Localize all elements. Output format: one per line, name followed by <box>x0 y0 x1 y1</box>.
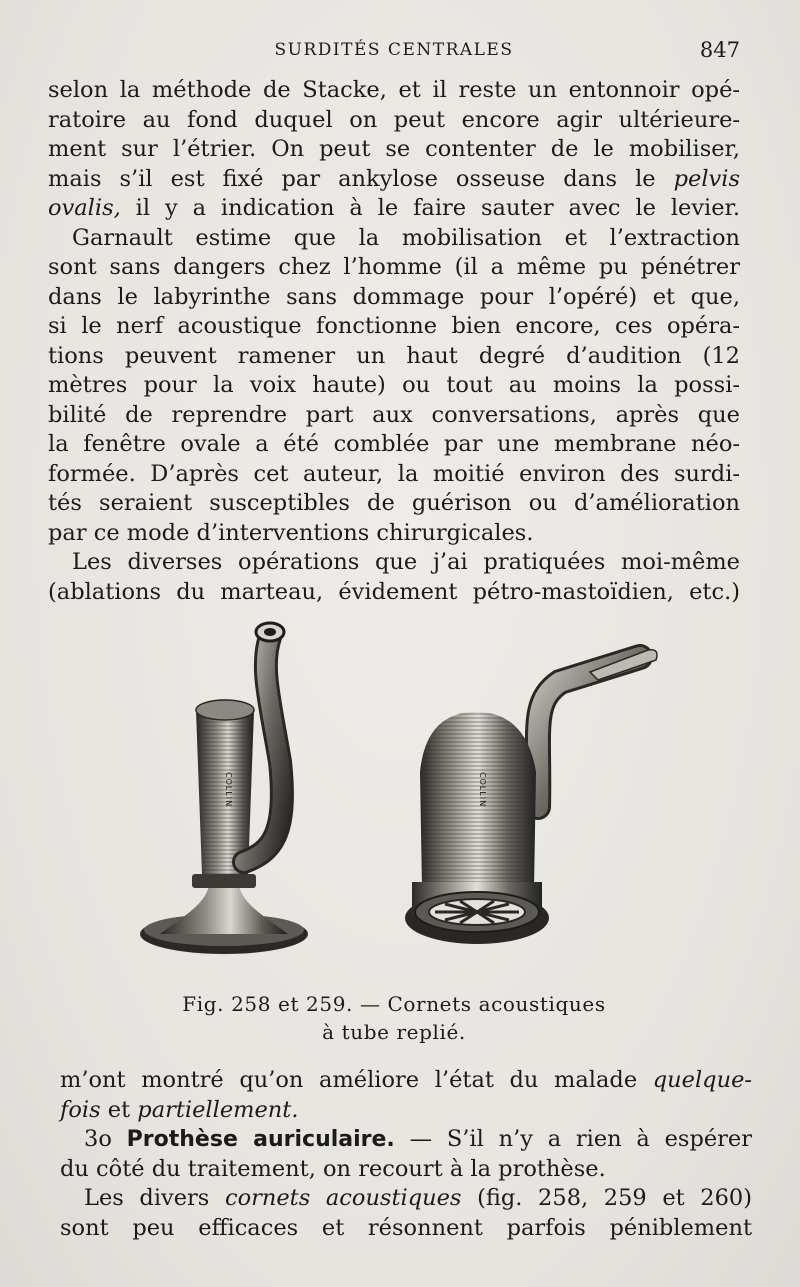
text-line: Garnault estime que la mobilisation et l’extraction <box>72 224 740 251</box>
text-line: tés seraient susceptibles de guérison ou d’amélioration <box>48 490 740 516</box>
caption-line: Fig. 258 et 259. — Cornets acoustiques <box>182 992 606 1016</box>
text-line: par ce mode d’interventions chirurgicales. <box>48 519 534 546</box>
text-line: formée. D’après cet auteur, la moitié environ des surdi- <box>48 460 740 487</box>
running-head <box>48 40 740 66</box>
ear-trumpets-illustration <box>120 612 680 962</box>
ear-trumpet-right <box>405 650 657 944</box>
text-line: ment sur l’étrier. On peut se contenter de le mobiliser, <box>48 136 740 162</box>
ear-trumpet-left <box>140 623 308 954</box>
text-line: mais s’il est fixé par ankylose osseuse dans le pelvis <box>48 165 741 192</box>
section-heading: Prothèse auriculaire. <box>126 1127 395 1152</box>
text-line: dans le labyrinthe sans dommage pour l’opéré) et que, <box>48 283 740 310</box>
text-line: ratoire au fond duquel on peut encore agir ultérieure- <box>48 106 740 133</box>
text-line: m’ont montré qu’on améliore l’état du malade quelque- <box>60 1067 752 1093</box>
text-line: si le nerf acoustique fonctionne bien encore, ces opéra- <box>48 313 740 339</box>
text-line: Les diverses opérations que j’ai pratiquées moi-même <box>72 549 740 575</box>
text-line: Les divers cornets acoustiques (fig. 258, 259 et 260) <box>84 1185 753 1211</box>
text-line: du côté du traitement, on recourt à la prothèse. <box>60 1155 606 1182</box>
text-line: selon la méthode de Stacke, et il reste un entonnoir opé- <box>48 77 740 103</box>
running-title: SURDITÉS CENTRALES <box>274 40 514 60</box>
text-line: sont sans dangers chez l’homme (il a même pu pénétrer <box>48 254 740 280</box>
text-line: mètres pour la voix haute) ou tout au moins la possi- <box>48 372 740 398</box>
text-line: bilité de reprendre part aux conversations, après que <box>48 401 740 428</box>
text-line: (ablations du marteau, évidement pétro-mastoïdien, etc.) <box>48 578 740 605</box>
text-line: tions peuvent ramener un haut degré d’audition (12 <box>48 342 740 369</box>
continued-text <box>60 1066 752 1243</box>
section-heading-line: 3o Prothèse auriculaire. — S’il n’y a rien à espérer <box>84 1126 753 1152</box>
text-line: fois et partiellement. <box>60 1096 299 1123</box>
figure-caption <box>48 990 740 1046</box>
maker-mark-left: COLLIN <box>224 772 233 808</box>
text-line: la fenêtre ovale a été comblée par une membrane néo- <box>48 431 740 457</box>
maker-mark-right: COLLIN <box>478 772 487 808</box>
main-text <box>48 76 740 607</box>
text-line: ovalis, il y a indication à le faire sauter avec le levier. <box>48 195 740 221</box>
caption-line: à tube replié. <box>322 1020 466 1044</box>
text-line: sont peu efficaces et résonnent parfois péniblement <box>60 1214 752 1241</box>
page-number: 847 <box>699 38 740 62</box>
figure-ear-trumpets <box>120 612 680 962</box>
